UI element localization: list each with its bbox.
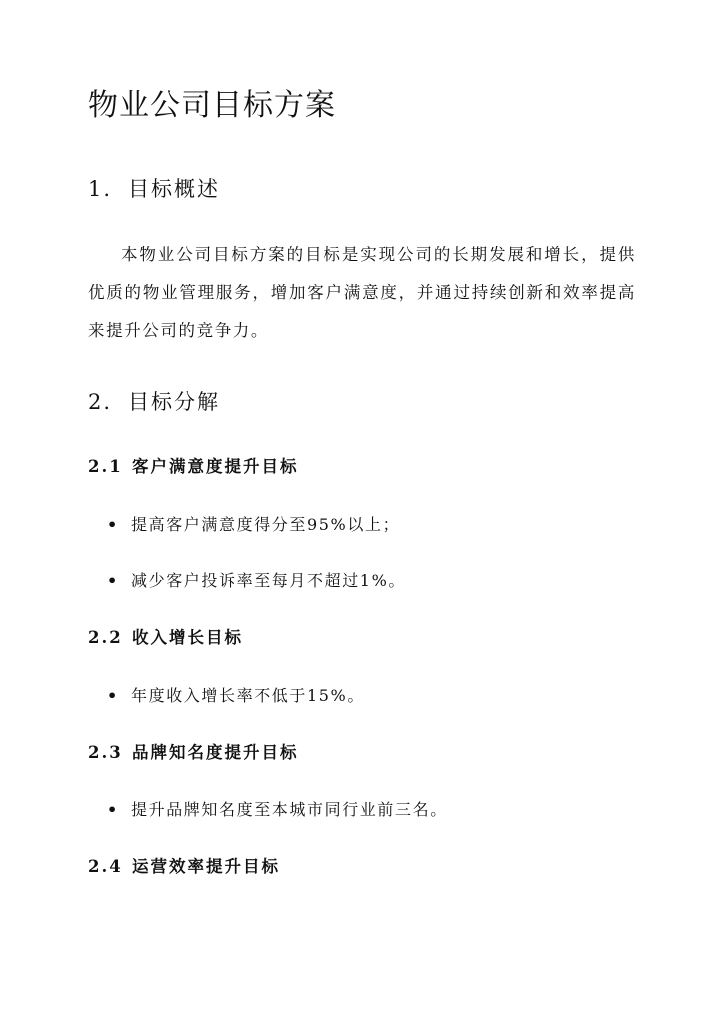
subsection-2-4-number: 2.4: [88, 857, 123, 876]
section-2-heading: [88, 387, 220, 417]
section-2-number: 2.: [88, 390, 113, 414]
subsection-2-4-heading: [88, 854, 280, 880]
bullet-icon: •: [107, 800, 119, 819]
section-1-number: 1.: [88, 177, 113, 201]
list-item: [107, 683, 365, 709]
subsection-2-2-title: 收入增长目标: [132, 628, 243, 647]
list-item-text: 提高客户满意度得分至95%以上；: [131, 515, 401, 534]
list-item: [107, 512, 400, 538]
bullet-icon: •: [107, 515, 119, 534]
subsection-2-2-heading: [88, 625, 243, 651]
subsection-2-3-title: 品牌知名度提升目标: [132, 743, 299, 762]
section-2-title: 目标分解: [128, 390, 220, 414]
list-item-text: 减少客户投诉率至每月不超过1%。: [131, 571, 406, 590]
subsection-2-3-heading: [88, 740, 299, 766]
list-item: [107, 797, 448, 823]
list-item-text: 年度收入增长率不低于15%。: [131, 686, 365, 705]
list-item-text: 提升品牌知名度至本城市同行业前三名。: [131, 800, 448, 819]
subsection-2-1-title: 客户满意度提升目标: [132, 457, 299, 476]
subsection-2-1-number: 2.1: [88, 457, 123, 476]
bullet-icon: •: [107, 571, 119, 590]
section-1-title: 目标概述: [128, 177, 220, 201]
subsection-2-3-number: 2.3: [88, 743, 123, 762]
subsection-2-1-heading: [88, 454, 299, 480]
section-1-paragraph: 本物业公司目标方案的目标是实现公司的长期发展和增长，提供优质的物业管理服务，增加客户满意度，并通过持续创新和效率提高来提升公司的竞争力。: [88, 245, 636, 340]
section-1-heading: [88, 174, 220, 204]
subsection-2-4-title: 运营效率提升目标: [132, 857, 280, 876]
subsection-2-2-number: 2.2: [88, 628, 123, 647]
bullet-icon: •: [107, 686, 119, 705]
list-item: [107, 568, 406, 594]
document-title: 物业公司目标方案: [88, 88, 336, 123]
